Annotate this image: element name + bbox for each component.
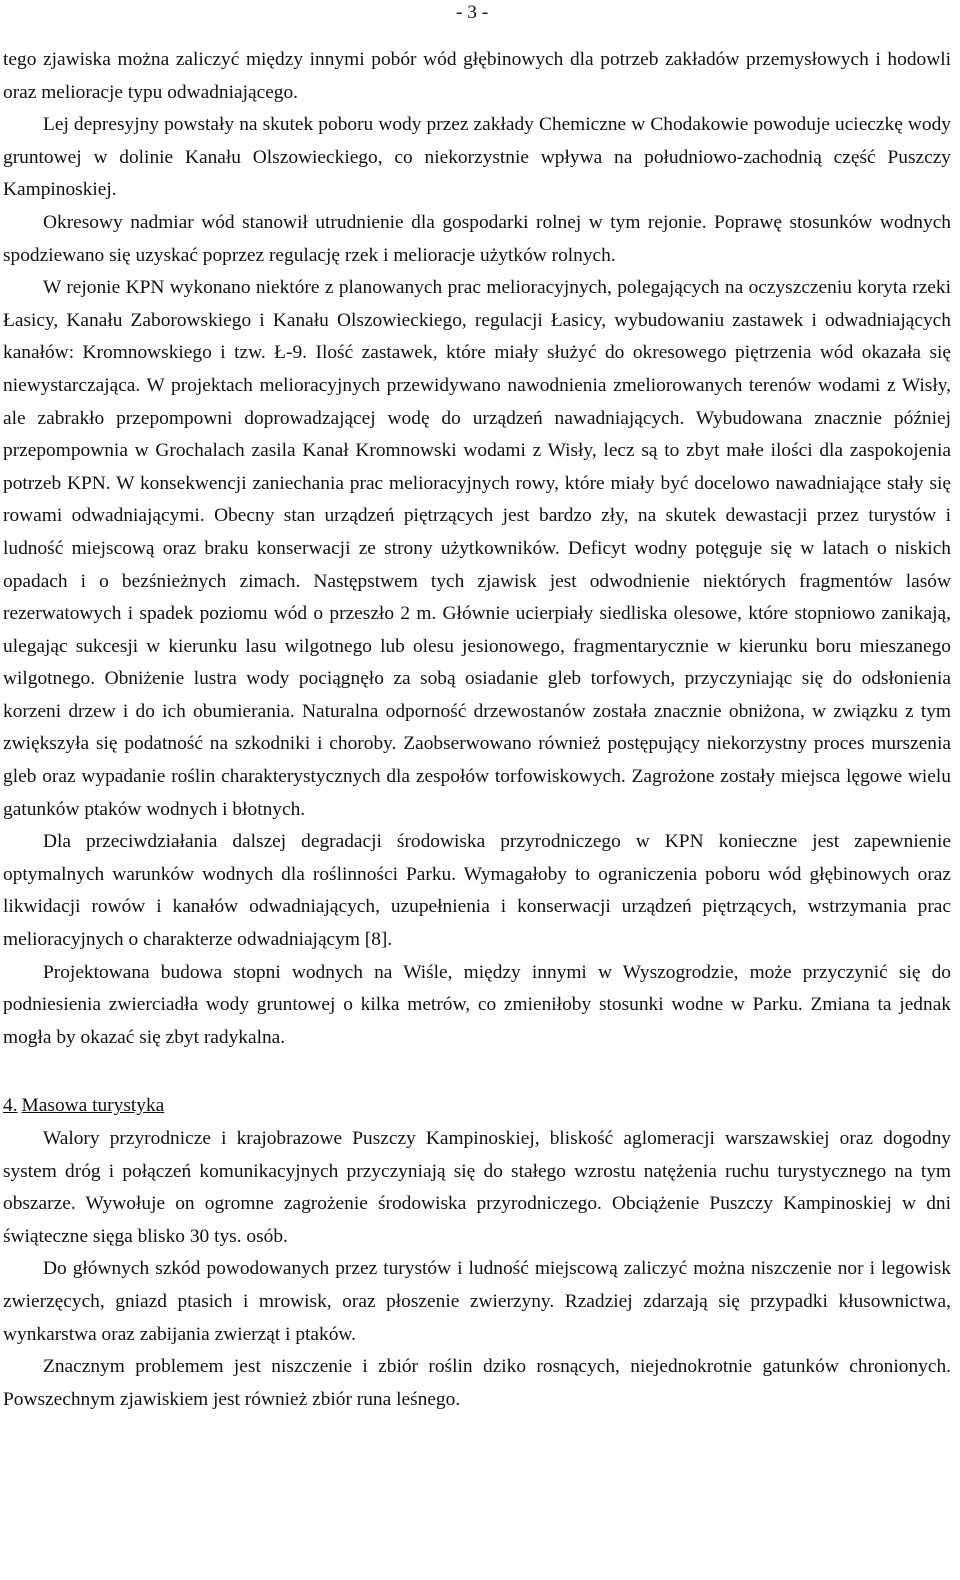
section-number: 4. [3,1095,18,1117]
section-title: Masowa turystyka [21,1095,165,1117]
paragraph: Znacznym problemem jest niszczenie i zbiór roślin dziko rosnących, niejednokrotnie gatunków chronionych. Powszechnym zjawiskiem jest również zbiór runa leśnego. [3,1356,951,1410]
page-number: - 3 - [456,2,489,23]
paragraph: Projektowana budowa stopni wodnych na Wiśle, między innymi w Wyszogrodzie, może przyczynić się do podniesienia zwierciadła wody gruntowej o kilka metrów, co zmieniłoby stosunki wodne w Parku. Zmiana ta jednak mogła by okazać się zbyt radykalna. [3,961,951,1048]
paragraph: Walory przyrodnicze i krajobrazowe Puszczy Kampinoskiej, bliskość aglomeracji warszawskiej oraz dogodny system dróg i połączeń komunikacyjnych przyczyniają się do stałego wzrostu natężenia ruchu turystycznego na tym obszarze. Wywołuje on ogromne zagrożenie środowiska przyrodniczego. Obciążenie Puszczy Kampinoskiej w dni świąteczne sięga blisko 30 tys. osób. [3,1128,951,1247]
paragraph: W rejonie KPN wykonano niektóre z planowanych prac melioracyjnych, polegających na oczyszczeniu koryta rzeki Łasicy, Kanału Zaborowskiego i Kanału Olszowieckiego, regulacji Łasicy, wybudowaniu zastawek i odwadniających kanałów: Kromnowskiego i tzw. Ł-9. Ilość zastawek, które miały służyć do okresowego piętrzenia wód okazała się niewystarczająca. W projektach melioracyjnych przewidywano nawodnienia zmeliorowanych terenów wodami z Wisły, ale zabrakło przepompowni doprowadzającej wodę do urządzeń nawadniających. Wybudowana znacznie później przepompownia w Grochalach zasila Kanał Kromnowski wodami z Wisły, lecz są to zbyt małe ilości dla zaspokojenia potrzeb KPN. W konsekwencji zaniechania prac melioracyjnych rowy, które miały być docelowo nawadniające stały się rowami odwadniającymi. Obecny stan urządzeń piętrzących jest bardzo zły, na skutek dewastacji przez turystów i ludność miejscową oraz braku konserwacji ze strony użytkowników. Deficyt wodny potęguje się w latach o niskich opadach i o bezśnieżnych zimach. Następstwem tych zjawisk jest odwodnienie niektórych fragmentów lasów rezerwatowych i spadek poziomu wód o przeszło 2 m. Głównie ucierpiały siedliska olesowe, które stopniowo zanikają, ulegając sukcesji w kierunku lasu wilgotnego lub olesu jesionowego, fragmentarycznie w kierunku boru mieszanego wilgotnego. Obniżenie lustra wody pociągnęło za sobą osiadanie gleb torfowych, przyczyniając się do odsłonienia korzeni drzew i do ich obumierania. Naturalna odporność drzewostanów została znacznie obniżona, w związku z tym zwiększyła się podatność na szkodniki i choroby. Zaobserwowano również postępujący niekorzystny proces murszenia gleb oraz wypadanie roślin charakterystycznych dla zespołów torfowiskowych. Zagrożone zostały miejsca lęgowe wielu gatunków ptaków wodnych i błotnych. [3,277,951,820]
document-body [3,44,951,1416]
paragraph: tego zjawiska można zaliczyć między innymi pobór wód głębinowych dla potrzeb zakładów przemysłowych i hodowli oraz melioracje typu odwadniającego. [3,49,951,103]
section-heading [3,1090,951,1123]
paragraph: Do głównych szkód powodowanych przez turystów i ludność miejscową zaliczyć można niszczenie nor i legowisk zwierzęcych, gniazd ptasich i mrowisk, oraz płoszenie zwierzyny. Rzadziej zdarzają się przypadki kłusownictwa, wynkarstwa oraz zabijania zwierząt i ptaków. [3,1258,951,1345]
paragraph: Okresowy nadmiar wód stanowił utrudnienie dla gospodarki rolnej w tym rejonie. Poprawę stosunków wodnych spodziewano się uzyskać poprzez regulację rzek i melioracje użytków rolnych. [3,211,951,266]
paragraph: Lej depresyjny powstały na skutek poboru wody przez zakłady Chemiczne w Chodakowie powoduje ucieczkę wody gruntowej w dolinie Kanału Olszowieckiego, co niekorzystnie wpływa na południowo-zachodnią część Puszczy Kampinoskiej. [3,114,951,201]
paragraph: Dla przeciwdziałania dalszej degradacji środowiska przyrodniczego w KPN konieczne jest zapewnienie optymalnych warunków wodnych dla roślinności Parku. Wymagałoby to ograniczenia poboru wód głębinowych oraz likwidacji rowów i kanałów odwadniających, uzupełnienia i konserwacji urządzeń piętrzących, wstrzymania prac melioracyjnych o charakterze odwadniającym [8]. [3,831,951,951]
